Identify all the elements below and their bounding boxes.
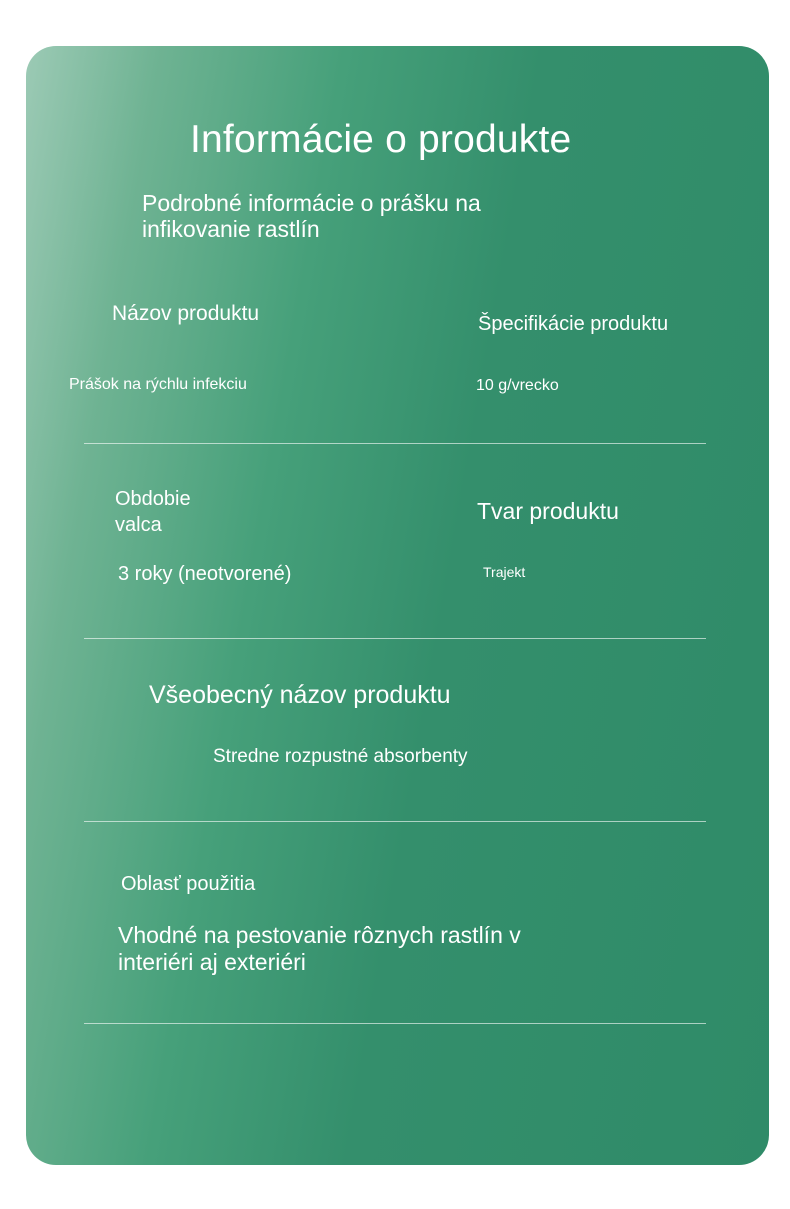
- product-form-value: Trajekt: [483, 564, 526, 580]
- divider: [84, 638, 706, 639]
- shelf-life-value: 3 roky (neotvorené): [118, 563, 292, 585]
- divider: [84, 1023, 706, 1024]
- usage-value: Vhodné na pestovanie rôznych rastlín v interiéri aj exteriéri: [118, 922, 521, 975]
- shelf-life-label: Obdobie valca: [115, 488, 191, 536]
- product-name-label: Názov produktu: [112, 302, 260, 325]
- product-spec-value: 10 g/vrecko: [476, 377, 559, 394]
- usage-label: Oblasť použitia: [121, 873, 256, 895]
- product-name-value: Prášok na rýchlu infekciu: [69, 376, 247, 393]
- page-title: Informácie o produkte: [190, 118, 572, 161]
- product-spec-label: Špecifikácie produktu: [478, 313, 669, 335]
- divider: [84, 443, 706, 444]
- page-subtitle: Podrobné informácie o prášku na infikovanie rastlín: [142, 190, 481, 242]
- product-info-card: [26, 46, 769, 1165]
- divider: [84, 821, 706, 822]
- general-name-label: Všeobecný názov produktu: [149, 681, 451, 709]
- product-form-label: Tvar produktu: [477, 498, 619, 524]
- general-name-value: Stredne rozpustné absorbenty: [213, 746, 468, 767]
